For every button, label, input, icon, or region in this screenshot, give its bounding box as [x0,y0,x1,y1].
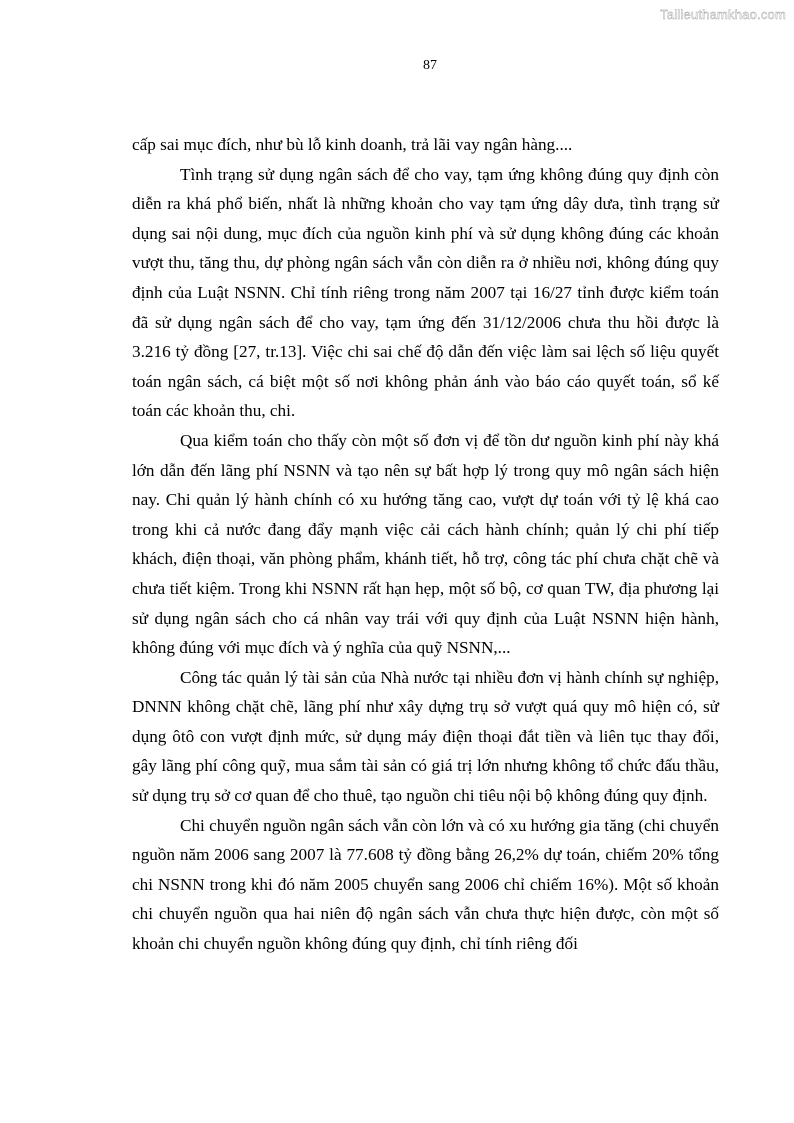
paragraph-budget-lending: Tình trạng sử dụng ngân sách để cho vay, tạm ứng không đúng quy định còn diễn ra khá phổ biến, nhất là những khoản cho vay tạm ứng dây dưa, tình trạng sử dụng sai nội dung, mục đích của nguồn kinh phí và sử dụng không đúng các khoản vượt thu, tăng thu, dự phòng ngân sách vẫn còn diễn ra ở nhiều nơi, không đúng quy định của Luật NSNN. Chỉ tính riêng trong năm 2007 tại 16/27 tỉnh được kiểm toán đã sử dụng ngân sách để cho vay, tạm ứng đến 31/12/2006 chưa thu hồi được là 3.216 tỷ đồng [27, tr.13]. Việc chi sai chế độ dẫn đến việc làm sai lệch số liệu quyết toán ngân sách, cá biệt một số nơi không phản ánh vào báo cáo quyết toán, sổ kế toán các khoản thu, chi. [132,164,719,421]
paragraph-asset-management: Công tác quản lý tài sản của Nhà nước tại nhiều đơn vị hành chính sự nghiệp, DNNN không chặt chẽ, lãng phí như xây dựng trụ sở vượt quá quy mô hiện có, sử dụng ôtô con vượt định mức, sử dụng máy điện thoại đắt tiền và liên tục thay đổi, gây lãng phí công quỹ, mua sắm tài sản có giá trị lớn nhưng không tổ chức đấu thầu, sử dụng trụ sở cơ quan để cho thuê, tạo nguồn chi tiêu nội bộ không đúng quy định. [132,667,719,806]
page-number: 87 [423,58,437,73]
paragraph-carryover-spending: Chi chuyển nguồn ngân sách vẫn còn lớn và có xu hướng gia tăng (chi chuyển nguồn năm 2006 sang 2007 là 77.608 tỷ đồng bằng 26,2% dự toán, chiếm 20% tổng chi NSNN trong khi đó năm 2005 chuyển sang 2006 chỉ chiếm 16%). Một số khoản chi chuyển nguồn qua hai niên độ ngân sách vẫn chưa thực hiện được, còn một số khoản chi chuyển nguồn không đúng quy định, chỉ tính riêng đối [132,815,719,954]
paragraph-continuation: cấp sai mục đích, như bù lỗ kinh doanh, trả lãi vay ngân hàng.... [132,135,573,154]
paragraph-audit-findings: Qua kiểm toán cho thấy còn một số đơn vị để tồn dư nguồn kinh phí này khá lớn dẫn đến lãng phí NSNN và tạo nên sự bất hợp lý trong quy mô ngân sách hiện nay. Chi quản lý hành chính có xu hướng tăng cao, vượt dự toán với tỷ lệ khá cao trong khi cả nước đang đẩy mạnh việc cải cách hành chính; quản lý chi phí tiếp khách, điện thoại, văn phòng phẩm, khánh tiết, hỗ trợ, công tác phí chưa chặt chẽ và chưa tiết kiệm. Trong khi NSNN rất hạn hẹp, một số bộ, cơ quan TW, địa phương lại sử dụng ngân sách cho cá nhân vay trái với quy định của Luật NSNN hiện hành, không đúng với mục đích và ý nghĩa của quỹ NSNN,... [132,430,719,658]
watermark: Tailieuthamkhao.com [660,7,786,22]
document-body [132,130,719,959]
